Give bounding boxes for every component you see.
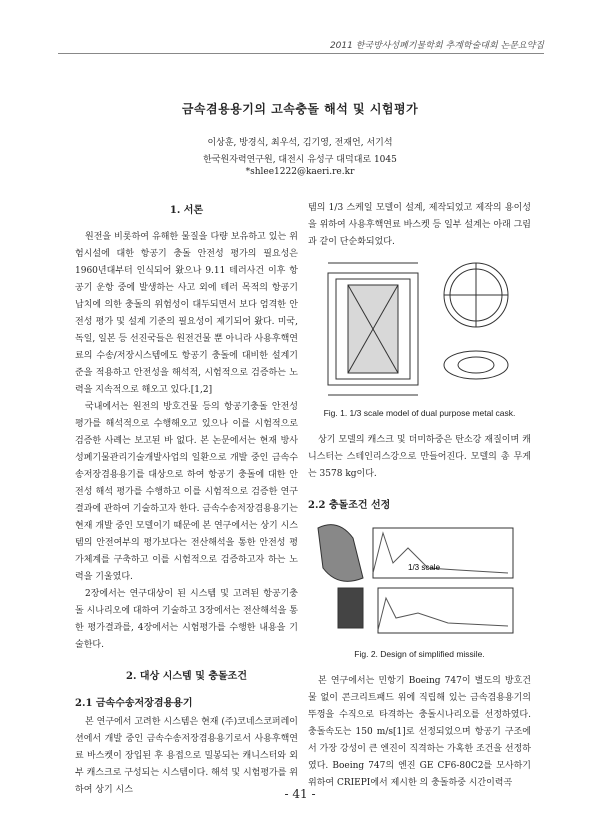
intro-paragraph-1: 원전을 비롯하여 유해한 물질을 다량 보유하고 있는 위험시설에 대한 항공기 충돌 안전성 평가의 필요성은 1960년대부터 인식되어 왔으나 9.11 테러사건 이후 항공기 운항 중에 발생하는 사고 외에 테러 목적의 항공기 납치에 의한 충돌의 위험성이 대두되면서 보다 엄격한 안전성 평가 및 설계 기준의 필요성이 제기되어 왔다. 미국, 독일, 일본 등 선진국들은 원전건물 뿐 아니라 사용후핵연료의 수송/저장시스템에도 항공기 충돌에 대비한 설계기준을 적용하고 안전성을 해석적, 시험적으로 검증하는 노력을 지속적으로 해오고 있다.[1,2] xyxy=(75,232,298,395)
intro-paragraph-2: 국내에서는 원전의 방호건물 등의 항공기충돌 안전성 평가를 해석적으로 수행해오고 있으나 이를 시험적으로 검증한 사례는 보고된 바 없다. 본 논문에서는 현재 방사성폐기물관리기술개발사업의 일환으로 개발 중인 금속수송저장겸용용기를 대상으로 하여 항공기 충돌에 대한 안전성 해석 평가를 수행하고 이를 시험적으로 검증한 연구결과에 관하여 기술하고자 한다. 금속수송저장겸용용기는 현재 개발 중인 모델이기 때문에 본 연구에서는 상기 시스템의 안전여부의 평가보다는 전산해석을 통한 안전성 평가체계를 구축하고 이를 시험적으로 검증하고자 하는 노력을 기울였다. xyxy=(75,402,298,582)
running-header: 2011 한국방사성폐기물학회 추계학술대회 논문요약집 xyxy=(329,41,544,51)
page-number: - 41 - xyxy=(284,787,316,801)
figure-1 xyxy=(308,255,531,405)
right-paragraph-0: 템의 1/3 스케일 모델이 설계, 제작되었고 제작의 용이성을 위하여 사용후핵연료 바스켓 등 일부 설계는 아래 그림과 같이 단순화되었다. xyxy=(308,203,531,247)
intro-paragraph-3: 2장에서는 연구대상이 된 시스템 및 고려된 항공기충돌 시나리오에 대하여 기술하고 3장에서는 전산해석을 통한 평가결과를, 4장에서는 시험평가를 수행한 내용을 기술한다. xyxy=(75,589,298,650)
missile-drawing xyxy=(308,518,531,646)
section-2-2-heading: 2.2 충돌조건 선정 xyxy=(308,500,391,511)
section-2-1-paragraph: 본 연구에서 고려한 시스템은 현재 (주)코네스코퍼레이션에서 개발 중인 금속수송저장겸용용기로서 사용후핵연료 바스켓이 장입된 후 용접으로 밀봉되는 캐니스터와 외부 캐스크로 구성되는 시스템이다. 해석 및 시험평가를 위하여 상기 시스 xyxy=(75,717,298,795)
email: *shlee1222@kaeri.re.kr xyxy=(245,167,355,177)
paper-title: 금속겸용용기의 고속충돌 해석 및 시험평가 xyxy=(181,102,419,116)
scale-label: 1/3 scale xyxy=(408,563,441,572)
right-paragraph-2: 본 연구에서는 민항기 Boeing 747이 별도의 방호건물 없이 콘크리트패드 위에 직립해 있는 금속겸용용기의 뚜껑을 수직으로 타격하는 충돌시나리오를 선정하였다. 충돌속도는 150 m/s[1]로 선정되었으며 항공기 구조에서 가장 강성이 큰 엔진이 직격하는 가혹한 조건을 선정하였다. Boeing 747의 엔진 GE CF6-80C2를 모사하기 위하여 CRIEPI에서 제시한 의 충돌하중 시간이력곡 xyxy=(308,676,531,788)
section-2-1-heading: 2.1 금속수송저장겸용용기 xyxy=(75,698,193,709)
header-rule xyxy=(58,53,544,54)
figure-1-caption: Fig. 1. 1/3 scale model of dual purpose metal cask. xyxy=(323,408,516,418)
figure-2 xyxy=(308,518,531,646)
cask-drawing xyxy=(308,255,531,405)
left-column xyxy=(75,202,298,799)
section-2-heading: 2. 대상 시스템 및 충돌조건 xyxy=(126,671,247,682)
authors: 이상훈, 방경식, 최우석, 김기영, 전재언, 서기석 xyxy=(207,138,393,148)
right-paragraph-1: 상기 모델의 캐스크 및 더미하중은 탄소강 재질이며 캐니스터는 스테인리스강으로 만들어진다. 모델의 총 무게는 3578 kg이다. xyxy=(308,435,531,479)
figure-2-caption: Fig. 2. Design of simplified missile. xyxy=(354,649,485,659)
section-intro-heading: 1. 서론 xyxy=(169,205,204,216)
affiliation: 한국원자력연구원, 대전시 유성구 대덕대로 1045 xyxy=(203,155,397,165)
right-column xyxy=(308,200,531,792)
